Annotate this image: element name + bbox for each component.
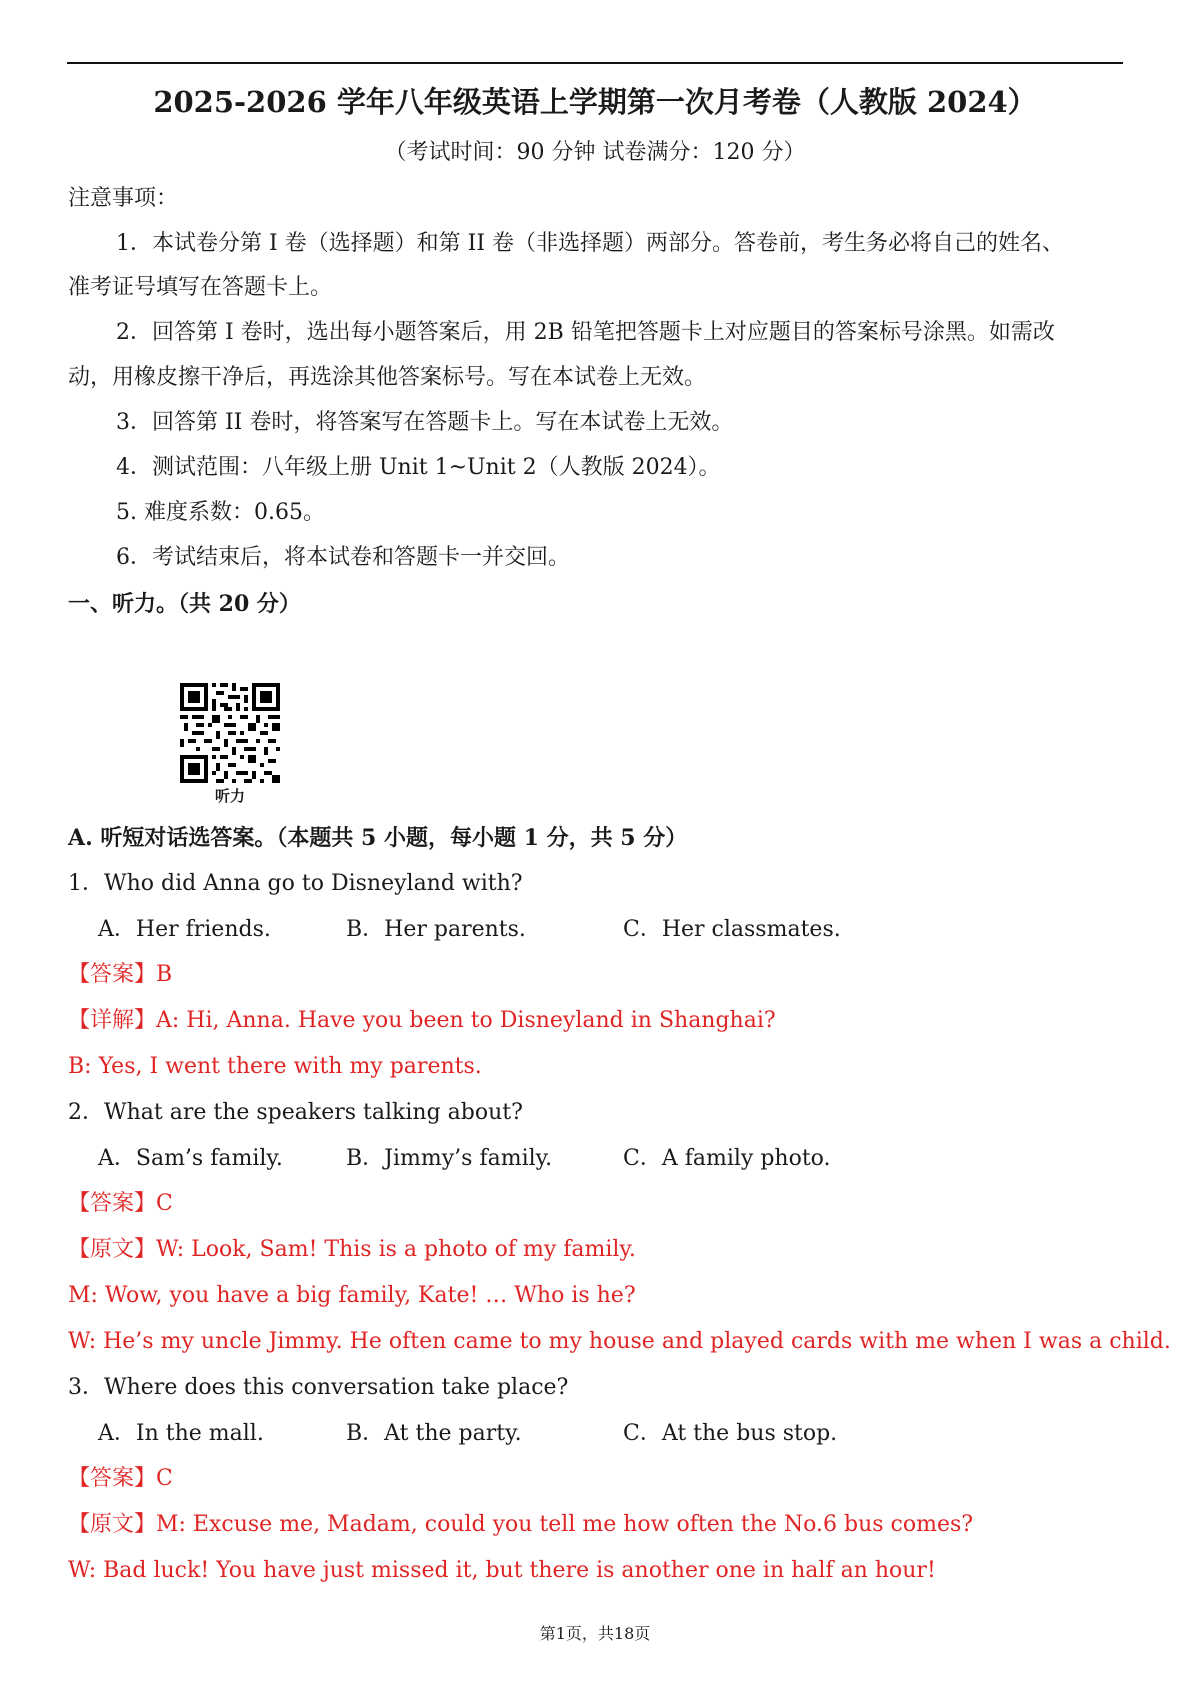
note-item-2-cont: 动，用橡皮擦干净后，再选涂其他答案标号。写在本试卷上无效。 — [68, 365, 707, 390]
question-2-stem: 2．What are the speakers talking about? — [68, 1100, 523, 1125]
note-item-5: 5. 难度系数：0.65。 — [116, 500, 325, 525]
question-2-option-b[interactable]: B．Jimmy’s family. — [346, 1146, 553, 1171]
qr-caption: 听力 — [214, 787, 245, 805]
qr-code-icon[interactable] — [180, 683, 280, 783]
question-2-answer: 【答案】C — [68, 1191, 173, 1216]
question-1-transcript-1: 【详解】A: Hi, Anna. Have you been to Disneyland in Shanghai? — [68, 1008, 776, 1033]
question-1-answer: 【答案】B — [68, 962, 173, 987]
question-1-transcript-2: B: Yes, I went there with my parents. — [68, 1054, 482, 1079]
question-2-option-c[interactable]: C．A family photo. — [623, 1146, 831, 1171]
notes-heading: 注意事项： — [68, 186, 179, 211]
question-3-stem: 3．Where does this conversation take place? — [68, 1375, 569, 1400]
page-number: 第1页，共18页 — [539, 1624, 651, 1643]
question-1-stem: 1．Who did Anna go to Disneyland with? — [68, 871, 523, 896]
question-3-transcript-2: W: Bad luck! You have just missed it, but there is another one in half an hour! — [68, 1558, 936, 1583]
question-2-transcript-3: W: He’s my uncle Jimmy. He often came to my house and played cards with me when I was a child. — [68, 1329, 1171, 1354]
note-item-6: 6．考试结束后，将本试卷和答题卡一并交回。 — [116, 545, 570, 570]
section-heading-listening: 一、听力。（共 20 分） — [68, 591, 301, 617]
question-2-option-a[interactable]: A．Sam’s family. — [98, 1146, 283, 1171]
top-rule — [67, 62, 1123, 64]
note-item-2: 2．回答第 I 卷时，选出每小题答案后，用 2B 铅笔把答题卡上对应题目的答案标号涂黑。如需改 — [116, 320, 1055, 345]
exam-title: 2025-2026 学年八年级英语上学期第一次月考卷（人教版 2024） — [153, 85, 1037, 119]
note-item-3: 3．回答第 II 卷时，将答案写在答题卡上。写在本试卷上无效。 — [116, 410, 734, 435]
note-item-1-cont: 准考证号填写在答题卡上。 — [68, 275, 333, 300]
question-2-transcript-2: M: Wow, you have a big family, Kate! … Who is he? — [68, 1283, 636, 1308]
part-a-heading: A. 听短对话选答案。（本题共 5 小题，每小题 1 分，共 5 分） — [68, 825, 688, 851]
question-3-option-c[interactable]: C．At the bus stop. — [623, 1421, 838, 1446]
question-3-answer: 【答案】C — [68, 1466, 173, 1491]
question-1-option-a[interactable]: A．Her friends. — [98, 917, 271, 942]
exam-subtitle: （考试时间：90 分钟 试卷满分：120 分） — [384, 140, 806, 165]
question-1-option-c[interactable]: C．Her classmates. — [623, 917, 841, 942]
note-item-1: 1．本试卷分第 I 卷（选择题）和第 II 卷（非选择题）两部分。答卷前，考生务必将自己的姓名、 — [116, 231, 1065, 256]
question-2-transcript-1: 【原文】W: Look, Sam! This is a photo of my family. — [68, 1237, 636, 1262]
question-3-option-b[interactable]: B．At the party. — [346, 1421, 522, 1446]
question-1-option-b[interactable]: B．Her parents. — [346, 917, 526, 942]
question-3-option-a[interactable]: A．In the mall. — [98, 1421, 264, 1446]
question-3-transcript-1: 【原文】M: Excuse me, Madam, could you tell me how often the No.6 bus comes? — [68, 1512, 974, 1537]
note-item-4: 4．测试范围：八年级上册 Unit 1~Unit 2（人教版 2024）。 — [116, 455, 721, 480]
